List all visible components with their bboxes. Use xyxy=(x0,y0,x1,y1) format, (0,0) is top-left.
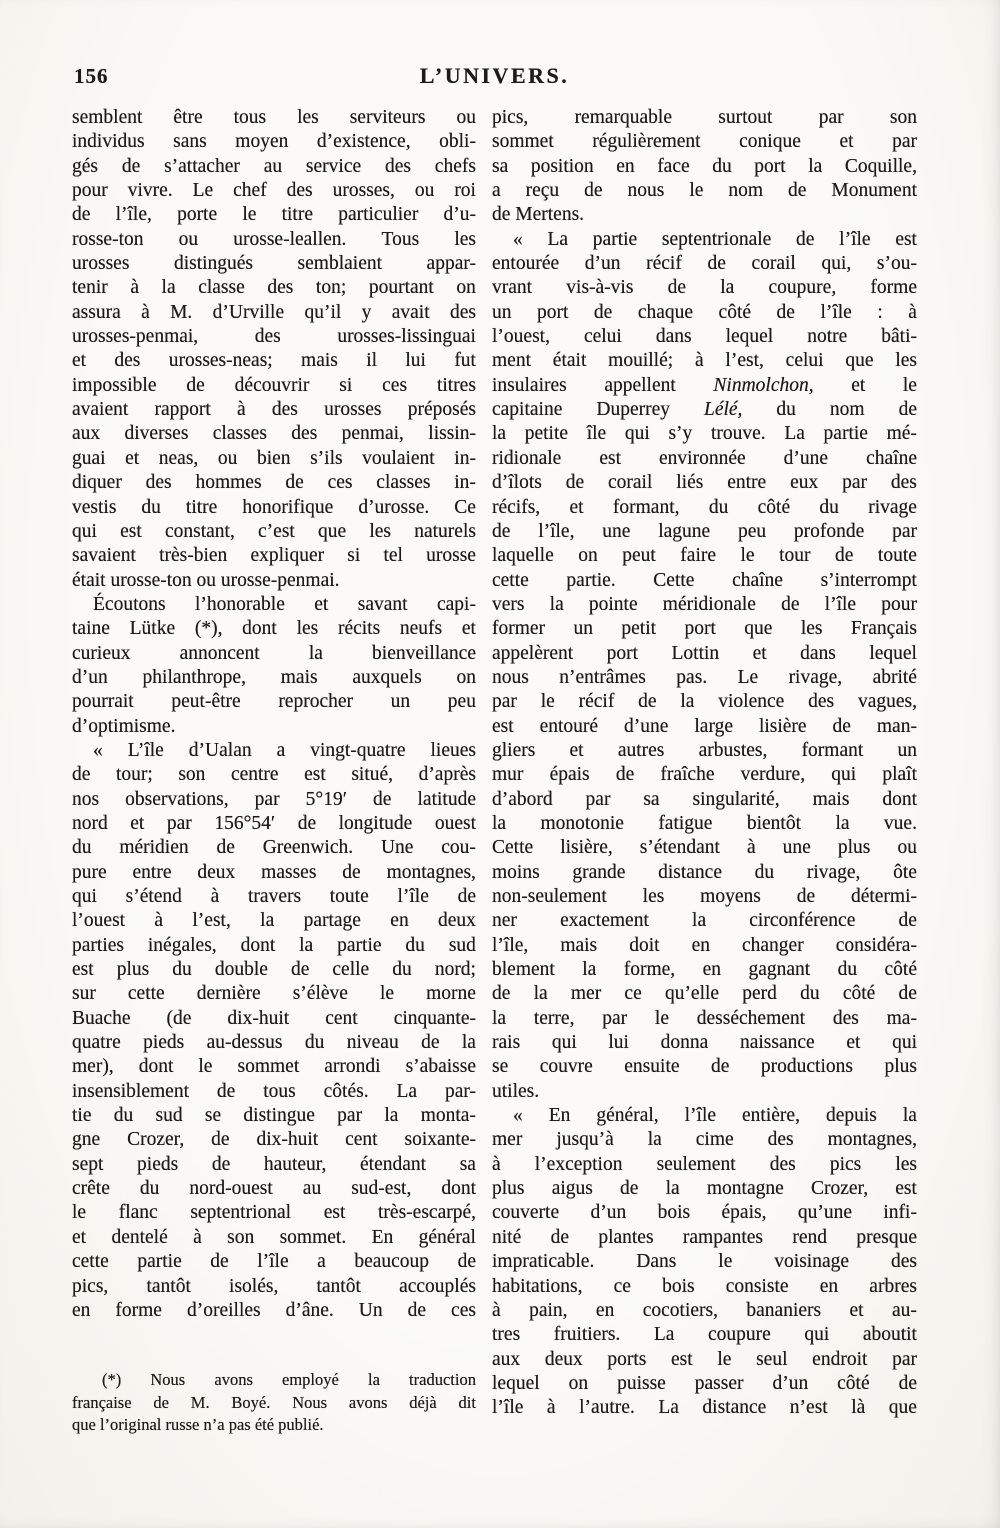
text-line: sa position en face du port la Coquille, xyxy=(492,155,917,177)
paragraph xyxy=(72,739,476,1323)
text-line: pourrait peut-être reprocher un peu xyxy=(72,691,476,713)
text-line: appelèrent port Lottin et dans lequel xyxy=(492,642,917,664)
text-line: qui est constant, c’est que les naturels xyxy=(72,520,476,542)
text-line: vers la pointe méridionale de l’île pour xyxy=(492,593,917,615)
text-line: a reçu de nous le nom de Monument xyxy=(492,180,917,202)
text-line: ridionale est environnée d’une chaîne xyxy=(492,447,917,469)
text-line: Buache (de dix-huit cent cinquante- xyxy=(72,1007,476,1029)
text-line: insensiblement de tous côtés. La par- xyxy=(72,1080,476,1102)
text-line: tenir à la classe des ton; pourtant on xyxy=(72,277,476,299)
page-number: 156 xyxy=(74,64,109,88)
right-column xyxy=(492,106,917,1436)
text-line: et des urosses-neas; mais il lui fut xyxy=(72,350,476,372)
text-line: moins grande distance du rivage, ôte xyxy=(492,861,917,883)
text-line: d’îlots de corail liés entre eux par des xyxy=(492,472,917,494)
text-line: parties inégales, dont la partie du sud xyxy=(72,934,476,956)
text-line: diquer des hommes de ces classes in- xyxy=(72,472,476,494)
text-line: entourée d’un récif de corail qui, s’ou- xyxy=(492,253,917,275)
text-line: quatre pieds au-dessus du niveau de la xyxy=(72,1032,476,1054)
right-column-paragraphs xyxy=(492,106,917,1421)
text-line: pics, tantôt isolés, tantôt accouplés xyxy=(72,1275,476,1297)
text-line: capitaine Duperrey Lélé, du nom de xyxy=(492,399,917,421)
text-line: laquelle on peut faire le tour de toute xyxy=(492,545,917,567)
footnote-line: que l’original russe n’a pas été publié. xyxy=(72,1414,324,1434)
text-line: la monotonie fatigue bientôt la vue. xyxy=(492,812,917,834)
footnote-line: française de M. Boyé. Nous avons déjà dit xyxy=(72,1392,476,1412)
text-line: nous n’entrâmes pas. Le rivage, abrité xyxy=(492,666,917,688)
text-line: gne Crozer, de dix-huit cent soixante- xyxy=(72,1129,476,1151)
text-line: sommet régulièrement conique et par xyxy=(492,131,917,153)
text-line: la petite île qui s’y trouve. La partie mé- xyxy=(492,423,917,445)
text-line: insulaires appellent Ninmolchon, et le xyxy=(492,374,917,396)
text-line: individus sans moyen d’existence, obli- xyxy=(72,131,476,153)
text-line: Cette lisière, s’étendant à une plus ou xyxy=(492,837,917,859)
text-line: sur cette dernière s’élève le morne xyxy=(72,983,476,1005)
text-line: vestis du titre honorifique d’urosse. Ce xyxy=(72,496,476,518)
text-line: est plus du double de celle du nord; xyxy=(72,959,476,981)
text-line: de Mertens. xyxy=(492,204,585,226)
page-header xyxy=(72,62,917,90)
text-line: plus aigus de la montagne Crozer, est xyxy=(492,1178,917,1200)
text-line: mur épais de fraîche verdure, qui plaît xyxy=(492,764,917,786)
text-line: du méridien de Greenwich. Une cou- xyxy=(72,837,476,859)
footnote xyxy=(72,1369,476,1436)
text-line: de tour; son centre est situé, d’après xyxy=(72,764,476,786)
left-column xyxy=(72,106,476,1436)
text-line: « L’île d’Ualan a vingt-quatre lieues xyxy=(93,739,476,761)
text-line: utiles. xyxy=(492,1080,540,1102)
text-line: couverte d’un bois épais, qu’une infi- xyxy=(492,1202,917,1224)
text-line: crête du nord-ouest au sud-est, dont xyxy=(72,1178,476,1200)
text-line: nité de plantes rampantes rend presque xyxy=(492,1226,917,1248)
text-line: d’optimisme. xyxy=(72,715,176,737)
text-line: qui s’étend à travers toute l’île de xyxy=(72,886,476,907)
text-line: mer jusqu’à la cime des montagnes, xyxy=(492,1129,917,1151)
text-line: récifs, et formant, du côté du rivage xyxy=(492,496,917,518)
text-line: était urosse-ton ou urosse-penmai. xyxy=(72,569,340,591)
text-line: d’abord par sa singularité, mais dont xyxy=(492,788,917,810)
text-line: le flanc septentrional est très-escarpé, xyxy=(72,1202,476,1224)
text-line: et dentelé à son sommet. En général xyxy=(72,1226,476,1248)
text-line: mer), dont le sommet arrondi s’abaisse xyxy=(72,1056,476,1078)
text-line: à l’exception seulement des pics les xyxy=(492,1153,917,1175)
paragraph xyxy=(492,106,917,228)
text-line: curieux annoncent la bienveillance xyxy=(72,642,476,664)
text-line: pour vivre. Le chef des urosses, ou roi xyxy=(72,180,476,202)
text-line: blement la forme, en gagnant du côté xyxy=(492,959,917,981)
text-line: cette partie de l’île a beaucoup de xyxy=(72,1251,476,1273)
text-line: ment était mouillé; à l’est, celui que les xyxy=(492,350,917,372)
text-line: impraticable. Dans le voisinage des xyxy=(492,1251,917,1273)
text-line: sept pieds de hauteur, étendant sa xyxy=(72,1153,476,1175)
text-line: se couvre ensuite de productions plus xyxy=(492,1056,917,1078)
text-line: d’un philanthrope, mais auxquels on xyxy=(72,666,476,688)
text-line: « En général, l’île entière, depuis la xyxy=(513,1105,917,1127)
text-line: lequel on puisse passer d’un côté de xyxy=(492,1372,917,1394)
text-line: aux deux ports est le seul endroit par xyxy=(492,1348,917,1370)
text-line: est entouré d’une large lisière de man- xyxy=(492,715,917,737)
text-line: « La partie septentrionale de l’île est xyxy=(513,228,917,250)
text-line: par le récif de la violence des vagues, xyxy=(492,691,917,713)
text-line: savaient très-bien expliquer si tel urosse xyxy=(72,545,476,567)
text-line: rosse-ton ou urosse-leallen. Tous les xyxy=(72,228,476,250)
text-line: de l’île, porte le titre particulier d’u- xyxy=(72,204,476,226)
text-line: non-seulement les moyens de détermi- xyxy=(492,886,917,907)
text-line: vrant vis-à-vis de la coupure, forme xyxy=(492,277,917,299)
left-column-paragraphs xyxy=(72,106,476,1323)
text-line: former un petit port que les Français xyxy=(492,618,917,640)
footnote-line: (*) Nous avons employé la traduction xyxy=(102,1370,476,1390)
text-line: guai et neas, ou bien s’ils voulaient in- xyxy=(72,447,476,469)
running-title: L’UNIVERS. xyxy=(419,63,570,88)
text-line: urosses-penmai, des urosses-lissinguai xyxy=(72,326,476,348)
text-line: Écoutons l’honorable et savant capi- xyxy=(93,593,476,615)
text-line: l’ouest, celui dans lequel notre bâti- xyxy=(492,326,917,348)
text-line: cette partie. Cette chaîne s’interrompt xyxy=(492,569,917,591)
text-line: gliers et autres arbustes, formant un xyxy=(492,739,917,761)
text-line: rais qui lui donna naissance et qui xyxy=(492,1032,917,1054)
text-line: de l’île, une lagune peu profonde par xyxy=(492,520,917,542)
text-line: aux diverses classes des penmai, lissin- xyxy=(72,423,476,445)
paragraph xyxy=(492,1104,917,1420)
paragraph xyxy=(72,593,476,739)
text-line: en forme d’oreilles d’âne. Un de ces xyxy=(72,1299,476,1321)
text-line: tie du sud se distingue par la monta- xyxy=(72,1105,476,1127)
text-line: habitations, ce bois consiste en arbres xyxy=(492,1275,917,1297)
paragraph xyxy=(72,106,476,593)
text-line: pics, remarquable surtout par son xyxy=(492,107,917,128)
text-line: pure entre deux masses de montagnes, xyxy=(72,861,476,883)
text-line: assura à M. d’Urville qu’il y avait des xyxy=(72,301,476,323)
text-line: gés de s’attacher au service des chefs xyxy=(72,155,476,177)
text-line: la terre, par le desséchement des ma- xyxy=(492,1007,917,1029)
text-line: de la mer ce qu’elle perd du côté de xyxy=(492,983,917,1005)
text-line: l’île à l’autre. La distance n’est là que xyxy=(492,1397,917,1419)
text-line: impossible de découvrir si ces titres xyxy=(72,374,476,396)
text-line: ner exactement la circonférence de xyxy=(492,910,917,932)
text-line: l’île, mais doit en changer considéra- xyxy=(492,934,917,956)
text-line: à pain, en cocotiers, bananiers et au- xyxy=(492,1299,917,1321)
text-line: tres fruitiers. La coupure qui aboutit xyxy=(492,1324,917,1346)
text-line: un port de chaque côté de l’île : à xyxy=(492,301,917,323)
text-line: taine Lütke (*), dont les récits neufs et xyxy=(72,618,476,640)
text-line: nos observations, par 5°19′ de latitude xyxy=(72,788,476,810)
text-line: avaient rapport à des urosses préposés xyxy=(72,399,476,421)
text-line: urosses distingués semblaient appar- xyxy=(72,253,476,275)
text-block xyxy=(72,106,917,1436)
text-line: semblent être tous les serviteurs ou xyxy=(72,107,476,128)
text-line: nord et par 156°54′ de longitude ouest xyxy=(72,812,476,834)
paragraph xyxy=(492,228,917,1104)
text-line: l’ouest à l’est, la partage en deux xyxy=(72,910,476,932)
